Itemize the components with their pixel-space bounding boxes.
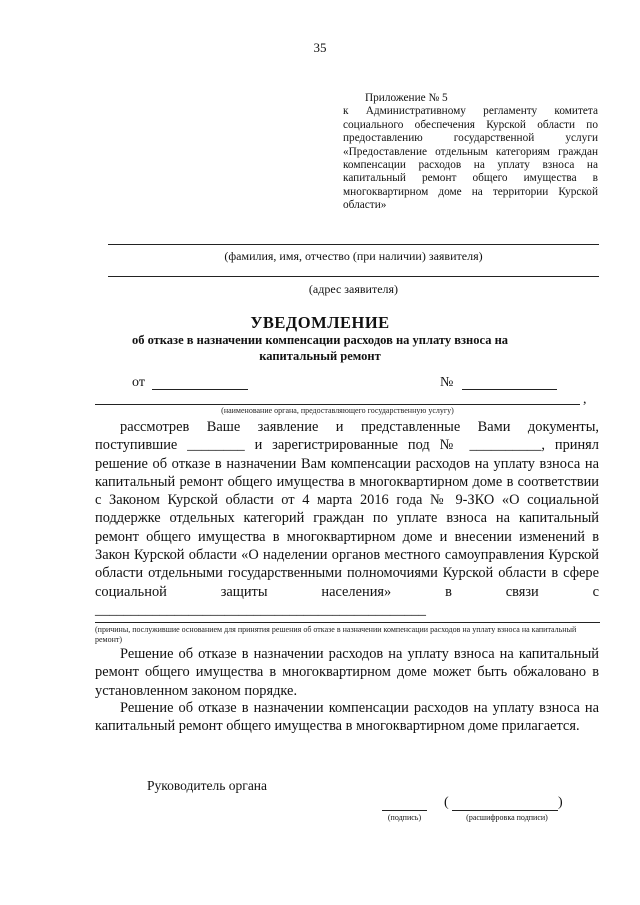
date-field-line [152,389,248,390]
notice-subtitle-line1: об отказе в назначении компенсации расходов на уплату взноса на [131,333,509,347]
notice-subtitle [0,333,640,364]
applicant-name-line [108,244,599,245]
applicant-address-line [108,276,599,277]
annex-body: к Административному регламенту комитета социального обеспечения Курской области по предоставлению государственной услуги «Предоставление отдельным категориям граждан компенсации расходов на уплату взноса на капитальный ремонт общего имущества в многоквартирном доме на территории Курской области» [343,105,598,212]
notice-subtitle-line2: капитальный ремонт [259,348,381,363]
decoding-close-paren: ) [558,795,563,810]
appeal-paragraph-text: Решение об отказе в назначении расходов на уплату взноса на капитальный ремонт общего имущества в многоквартирном доме может быть обжаловано в установленном законом порядке. [95,646,599,699]
annex-block [343,92,598,213]
attached-paragraph [95,699,599,736]
annex-title: Приложение № 5 [365,92,448,104]
reasons-line [95,622,600,623]
reasons-caption: (причины, послужившие основанием для принятия решения об отказе в назначении компенсации расходов на уплату взноса на капитальный ремонт) [95,625,577,644]
head-of-organ-label: Руководитель органа [147,778,268,793]
decoding-caption: (расшифровка подписи) [466,813,548,822]
number-label: № [440,375,454,390]
applicant-address-caption: (адрес заявителя) [308,282,399,296]
signature-caption: (подпись) [387,813,422,822]
attached-paragraph-text: Решение об отказе в назначении компенсации расходов на уплату взноса на капитальный ремонт общего имущества в многоквартирном доме прилагается. [95,700,599,735]
organization-line [95,404,580,405]
page-number: 35 [313,40,327,55]
appeal-paragraph [95,645,599,700]
main-paragraph-text: рассмотрев Ваше заявление и представленные Вами документы, поступившие ________ и зарегистрированные под № __________, принял решение об отказе в назначении Вам компенсации расходов на уплату взноса на капитальный ремонт общего имущества в многоквартирном доме в соответствии с Законом Курской области от 4 марта 2016 года № 9-ЗКО «О социальной поддержке отдельных категорий граждан по уплате взноса на капитальный ремонт общего имущества в многоквартирном доме и внесении изменений в Закон Курской области «О наделении органов местного самоуправления Курской области отдельными государственными полномочиями Курской области в сфере социальной защиты населения» в связи с ______________________________________________ [95,419,599,618]
signature-line [382,810,427,811]
decoding-open-paren: ( [444,795,449,810]
decoding-line [452,810,558,811]
date-from-label: от [132,375,145,390]
number-field-line [462,389,557,390]
notice-title: УВЕДОМЛЕНИЕ [250,313,390,332]
main-paragraph [95,418,599,619]
organization-caption: (наименование органа, предоставляющего государственную услугу) [221,406,454,415]
organization-comma: , [583,392,587,407]
applicant-name-caption: (фамилия, имя, отчество (при наличии) заявителя) [224,249,483,263]
